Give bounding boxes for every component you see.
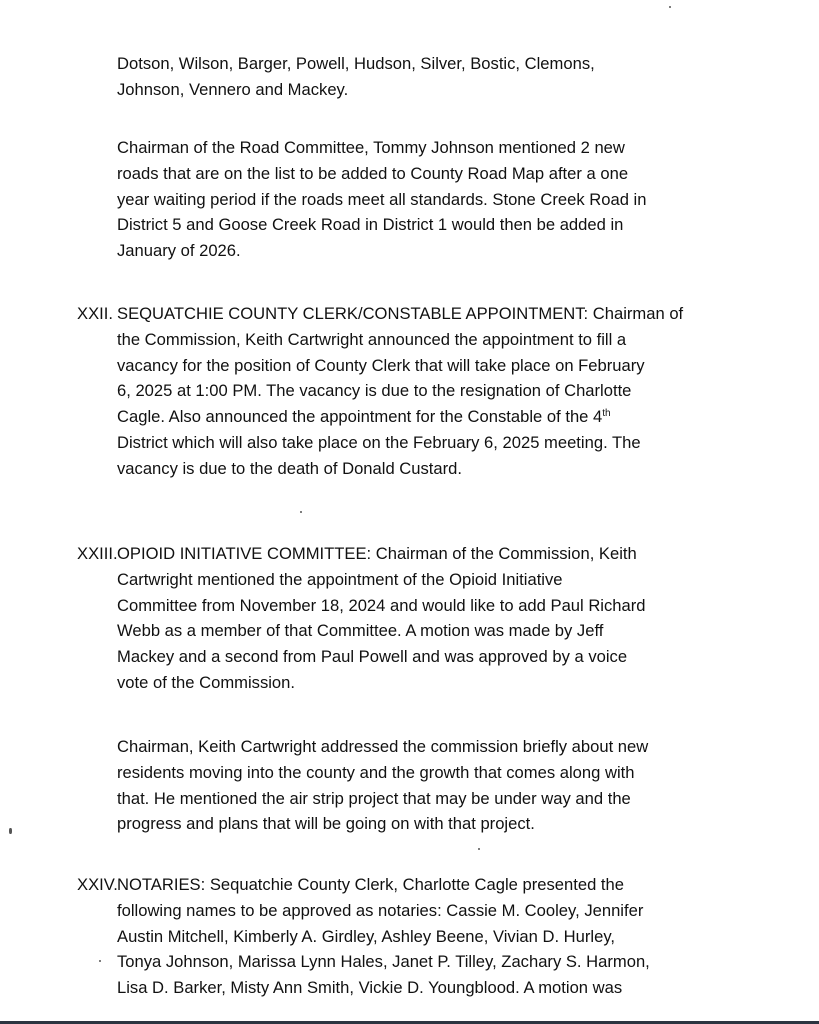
text-line: vacancy for the position of County Clerk that will take place on February	[117, 355, 645, 375]
section-number-xxiii: XXIII.	[77, 544, 118, 563]
text-line: Lisa D. Barker, Misty Ann Smith, Vickie D. Youngblood. A motion was	[117, 978, 623, 998]
text-line: NOTARIES: Sequatchie County Clerk, Charlotte Cagle presented the	[117, 875, 624, 894]
text-line: 6, 2025 at 1:00 PM. The vacancy is due to the resignation of Charlotte	[117, 381, 632, 401]
paragraph-road-committee	[117, 135, 742, 264]
text-line: progress and plans that will be going on with that project.	[117, 814, 535, 834]
text-line: Committee from November 18, 2024 and would like to add Paul Richard	[117, 595, 646, 615]
scan-speck	[300, 511, 302, 513]
text-line: SEQUATCHIE COUNTY CLERK/CONSTABLE APPOINTMENT: Chairman of	[117, 304, 684, 323]
text-line: Cartwright mentioned the appointment of the Opioid Initiative	[117, 569, 563, 589]
text-line: roads that are on the list to be added to County Road Map after a one	[117, 163, 629, 183]
ordinal-suffix: th	[602, 408, 611, 420]
text-line: vacancy is due to the death of Donald Custard.	[117, 458, 462, 478]
text-line: District which will also take place on the February 6, 2025 meeting. The	[117, 432, 641, 452]
text-line: Austin Mitchell, Kimberly A. Girdley, Ashley Beene, Vivian D. Hurley,	[117, 926, 616, 946]
text-line: OPIOID INITIATIVE COMMITTEE: Chairman of the Commission, Keith	[117, 544, 637, 563]
text-line: following names to be approved as notaries: Cassie M. Cooley, Jennifer	[117, 900, 644, 920]
text-line: January of 2026.	[117, 241, 241, 261]
text-line	[117, 404, 742, 430]
text-line: the Commission, Keith Cartwright announced the appointment to fill a	[117, 329, 627, 349]
text-line: District 5 and Goose Creek Road in District 1 would then be added in	[117, 215, 624, 235]
text-line: Tonya Johnson, Marissa Lynn Hales, Janet P. Tilley, Zachary S. Harmon,	[117, 952, 650, 972]
text-line: Mackey and a second from Paul Powell and was approved by a voice	[117, 647, 628, 667]
paragraph-roll-call-continued	[117, 51, 742, 103]
text-line: Dotson, Wilson, Barger, Powell, Hudson, Silver, Bostic, Clemons,	[117, 54, 595, 73]
text-line-body: Cagle. Also announced the appointment for the Constable of the 4	[117, 407, 603, 427]
text-line: vote of the Commission.	[117, 672, 295, 692]
text-line: residents moving into the county and the growth that comes along with	[117, 762, 635, 782]
scan-speck	[9, 828, 12, 834]
section-opioid-initiative-committee	[117, 541, 742, 696]
text-line: Johnson, Vennero and Mackey.	[117, 79, 349, 99]
section-number-xxiv: XXIV.	[77, 875, 118, 894]
text-line: year waiting period if the roads meet all standards. Stone Creek Road in	[117, 189, 647, 209]
paragraph-county-growth	[117, 734, 742, 837]
text-line: Chairman, Keith Cartwright addressed the commission briefly about new	[117, 737, 649, 756]
text-line: that. He mentioned the air strip project that may be under way and the	[117, 788, 631, 808]
section-clerk-constable-appointment	[117, 301, 742, 482]
text-line: Chairman of the Road Committee, Tommy Johnson mentioned 2 new	[117, 138, 625, 157]
scan-speck	[99, 960, 101, 962]
scan-speck	[669, 6, 671, 8]
text-line: Webb as a member of that Committee. A motion was made by Jeff	[117, 621, 604, 641]
scan-speck	[478, 848, 480, 850]
section-number-xxii: XXII.	[77, 304, 113, 323]
section-notaries	[117, 872, 742, 1001]
